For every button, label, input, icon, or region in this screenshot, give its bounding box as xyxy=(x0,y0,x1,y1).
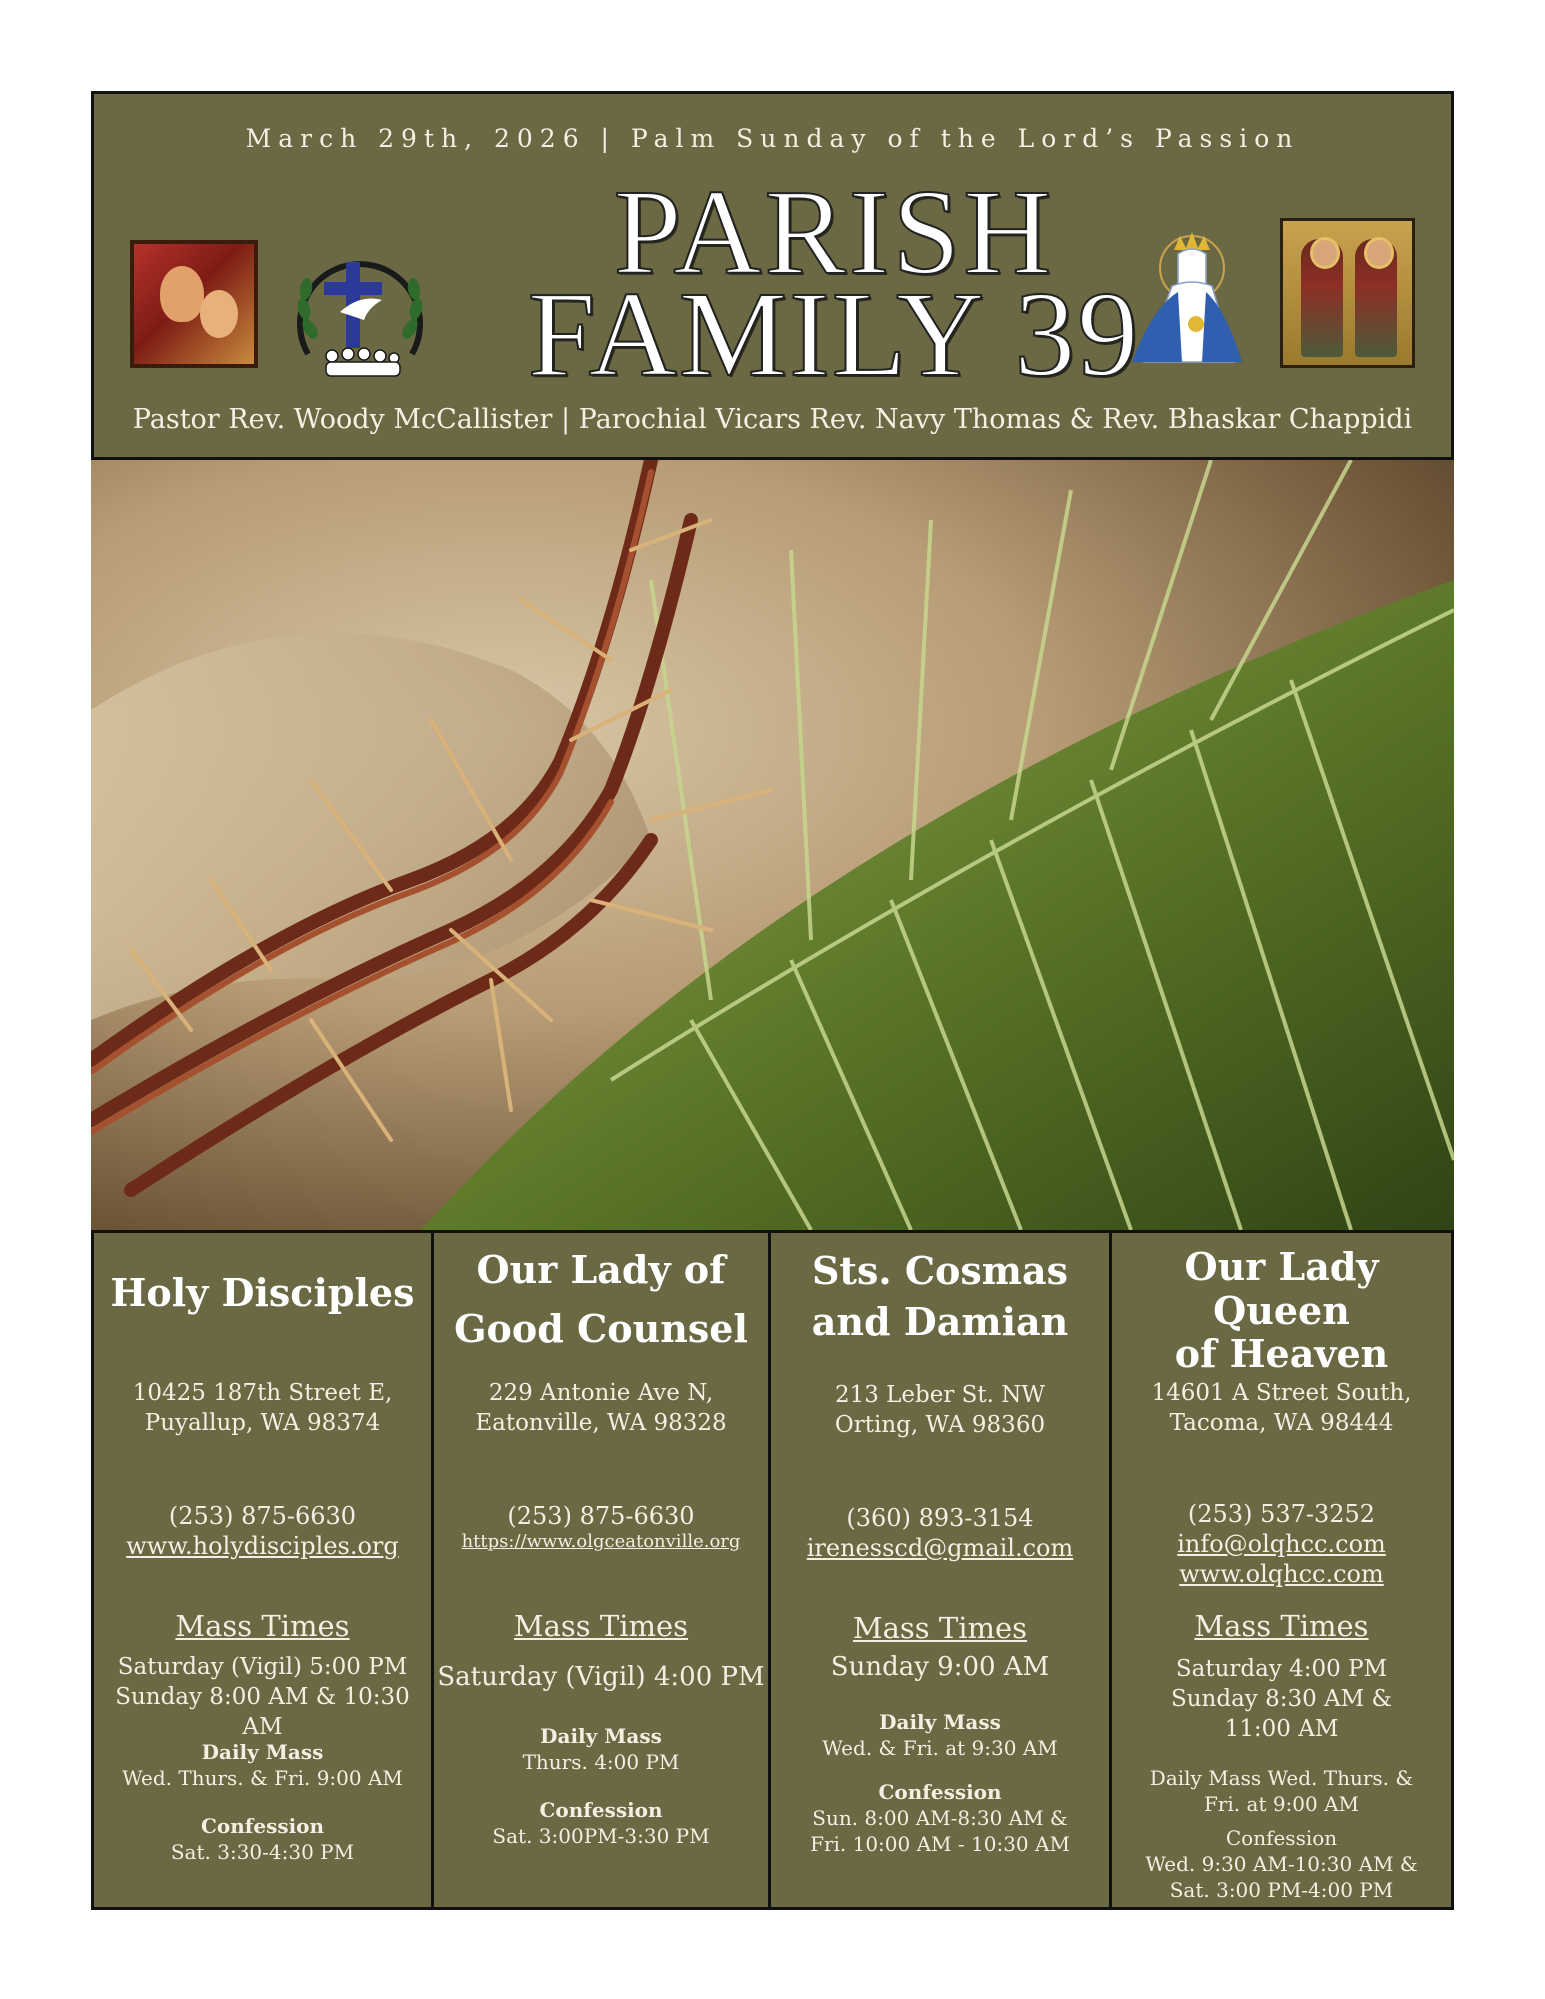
mass-times-heading: Mass Times xyxy=(513,1609,689,1643)
phone-number: (360) 893-3154 xyxy=(846,1504,1034,1532)
daily-mass-line: Wed. & Fri. at 9:30 AM xyxy=(822,1736,1058,1760)
confession-line: Sat. 3:00PM-3:30 PM xyxy=(492,1824,710,1848)
mass-times xyxy=(94,1653,431,1743)
parish-contact xyxy=(771,1503,1109,1563)
daily-mass-heading: Daily Mass Wed. Thurs. & xyxy=(1149,1766,1414,1790)
parish-name-line: Holy Disciples xyxy=(110,1270,415,1315)
address-line: Tacoma, WA 98444 xyxy=(1169,1409,1394,1436)
parish-address xyxy=(434,1379,768,1439)
parish-contact xyxy=(94,1501,431,1561)
parish-address xyxy=(1112,1379,1451,1439)
title-line-2: FAMILY 39 xyxy=(527,267,1141,402)
confession-heading: Confession xyxy=(878,1780,1002,1804)
title-line-1: PARISH xyxy=(613,165,1055,300)
daily-mass-heading: Daily Mass xyxy=(879,1710,1001,1734)
confession xyxy=(1112,1825,1451,1903)
phone-number: (253) 875-6630 xyxy=(507,1502,695,1530)
confession-line: Sat. 3:00 PM-4:00 PM xyxy=(1169,1878,1394,1902)
daily-mass xyxy=(771,1709,1109,1761)
daily-mass xyxy=(1112,1765,1451,1817)
mass-times-heading: Mass Times xyxy=(1194,1609,1369,1643)
address-line: 14601 A Street South, xyxy=(1151,1380,1412,1406)
mother-and-child-icon xyxy=(130,240,258,368)
confession xyxy=(771,1779,1109,1857)
parish-address xyxy=(94,1379,431,1439)
mass-time-line: Sunday 8:00 AM & 10:30 AM xyxy=(115,1683,410,1740)
parish-name xyxy=(94,1269,431,1317)
website-link[interactable]: www.olqhcc.com xyxy=(1179,1560,1384,1588)
phone-number: (253) 875-6630 xyxy=(168,1502,357,1530)
parish-column-sts-cosmas-and-damian xyxy=(771,1233,1112,1907)
confession-heading: Confession xyxy=(1225,1826,1338,1850)
parish-contact xyxy=(434,1501,768,1554)
daily-mass xyxy=(94,1739,431,1791)
parish-name-line: of Heaven xyxy=(1174,1331,1389,1377)
address-line: 10425 187th Street E, xyxy=(132,1380,393,1406)
mass-time-line: Saturday (Vigil) 4:00 PM xyxy=(437,1662,765,1692)
email-link[interactable]: info@olqhcc.com xyxy=(1177,1530,1386,1558)
website-link[interactable]: www.holydisciples.org xyxy=(126,1532,399,1560)
confession-line: Wed. 9:30 AM-10:30 AM & xyxy=(1145,1852,1418,1876)
parish-address xyxy=(771,1381,1109,1441)
mass-time-line: Saturday (Vigil) 5:00 PM xyxy=(117,1654,408,1680)
parish-name xyxy=(1112,1245,1451,1376)
phone-number: (253) 537-3252 xyxy=(1187,1500,1376,1528)
mass-time-line: Saturday 4:00 PM xyxy=(1175,1656,1388,1682)
mass-times xyxy=(1112,1655,1451,1745)
parish-name xyxy=(771,1245,1109,1348)
palm-and-crown-of-thorns-image xyxy=(91,460,1454,1230)
confession-heading: Confession xyxy=(539,1798,663,1822)
clergy-line: Pastor Rev. Woody McCallister | Parochial Vicars Rev. Navy Thomas & Rev. Bhaskar Chappidi xyxy=(132,404,1413,435)
parish-family-logo-icon xyxy=(280,234,440,384)
confession xyxy=(94,1813,431,1865)
parish-name-line: Our Lady of xyxy=(476,1247,726,1292)
saints-cosmas-damian-icon xyxy=(1280,218,1415,368)
mass-times-heading: Mass Times xyxy=(175,1609,350,1643)
parish-column-holy-disciples xyxy=(94,1233,434,1907)
parish-contact xyxy=(1112,1499,1451,1589)
confession xyxy=(434,1797,768,1849)
address-line: Puyallup, WA 98374 xyxy=(144,1409,381,1436)
daily-mass-heading: Daily Mass xyxy=(540,1724,662,1748)
mass-times-heading: Mass Times xyxy=(852,1611,1028,1645)
address-line: 213 Leber St. NW xyxy=(834,1382,1046,1408)
address-line: Eatonville, WA 98328 xyxy=(475,1409,727,1436)
address-line: 229 Antonie Ave N, xyxy=(488,1380,714,1406)
parish-name xyxy=(434,1241,768,1359)
bulletin-header xyxy=(91,91,1454,460)
mass-times xyxy=(771,1651,1109,1685)
daily-mass-line: Wed. Thurs. & Fri. 9:00 AM xyxy=(122,1766,403,1790)
address-line: Orting, WA 98360 xyxy=(834,1411,1046,1438)
confession-line: Sat. 3:30-4:30 PM xyxy=(170,1840,355,1864)
website-link[interactable]: https://www.olgceatonville.org xyxy=(461,1531,741,1552)
parish-column-our-lady-of-good-counsel xyxy=(434,1233,771,1907)
mass-time-line: Sunday 8:30 AM & 11:00 AM xyxy=(1170,1685,1393,1742)
parish-name-line: Our Lady Queen xyxy=(1184,1244,1379,1333)
mass-times xyxy=(434,1661,768,1695)
daily-mass-heading: Daily Mass xyxy=(201,1740,324,1764)
daily-mass-line: Thurs. 4:00 PM xyxy=(522,1750,680,1774)
queen-of-heaven-icon xyxy=(1122,228,1252,368)
mass-time-line: Sunday 9:00 AM xyxy=(830,1652,1050,1682)
parish-directory xyxy=(91,1230,1454,1910)
date-line: March 29th, 2026 | Palm Sunday of the Lord’s Passion xyxy=(245,124,1300,153)
confession-line: Sun. 8:00 AM-8:30 AM & xyxy=(812,1806,1068,1830)
parish-name-line: Sts. Cosmas xyxy=(811,1248,1069,1293)
confession-heading: Confession xyxy=(200,1814,325,1838)
daily-mass xyxy=(434,1723,768,1775)
parish-name-line: and Damian xyxy=(811,1299,1069,1345)
parish-column-our-lady-queen-of-heaven xyxy=(1112,1233,1451,1907)
parish-name-line: Good Counsel xyxy=(454,1305,748,1351)
daily-mass-line: Fri. at 9:00 AM xyxy=(1203,1792,1360,1816)
confession-line: Fri. 10:00 AM - 10:30 AM xyxy=(810,1832,1070,1856)
email-link[interactable]: irenesscd@gmail.com xyxy=(806,1534,1074,1562)
